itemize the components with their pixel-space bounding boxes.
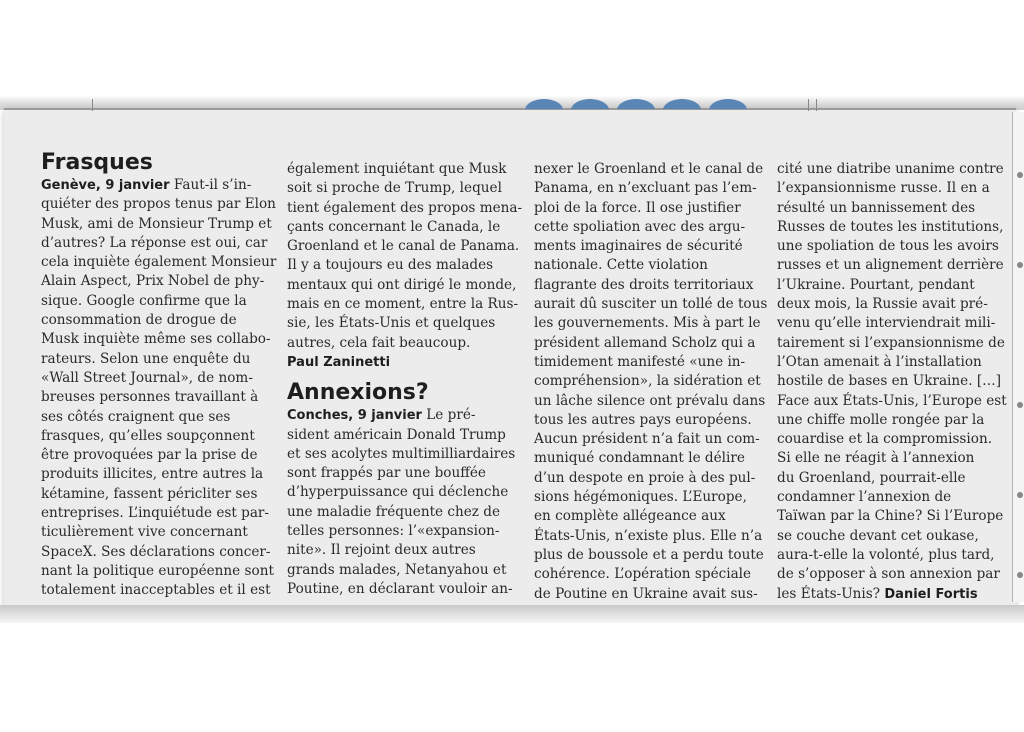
body-line: résulté un bannissement des [777, 199, 976, 216]
body-line: l’expansionnisme russe. Il en a [777, 180, 990, 197]
body-line: entreprises. L’inquiétude est par- [41, 505, 270, 522]
body-line: cohérence. L’opération spéciale [534, 566, 752, 583]
body-line: de Poutine en Ukraine avait sus- [534, 585, 758, 602]
column-tick [816, 99, 817, 111]
body-line: Poutine, en déclarant vouloir an- [287, 580, 513, 597]
body-line: cela inquiète également Monsieur [41, 254, 277, 271]
body-line: tous les autres pays européens. [534, 411, 752, 428]
body-line: venu qu’elle interviendrait mili- [777, 315, 996, 332]
body-line: en complète allégeance aux [534, 508, 726, 525]
body-line: «Wall Street Journal», de nom- [41, 369, 253, 386]
body-line: du Groenland, pourrait-elle [777, 469, 966, 486]
article-headline: Frasques [41, 150, 153, 175]
body-line: hostile de bases en Ukraine. […] [777, 373, 1002, 390]
body-line: compréhension», la sidération et [534, 373, 761, 390]
column-4 [777, 160, 1013, 604]
body-line: Musk, ami de Monsieur Trump et [41, 215, 272, 232]
body-line: autres, cela fait beaucoup. [287, 334, 471, 351]
body-line: Musk inquiète même ses collabo- [41, 331, 271, 348]
dateline: Conches, 9 janvier [287, 408, 422, 424]
body-line: timidement manifesté «une in- [534, 353, 746, 370]
body-line: président allemand Scholz qui a [534, 334, 756, 351]
body-line: flagrante des droits territoriaux [534, 276, 754, 293]
body-line: ments imaginaires de sécurité [534, 238, 743, 255]
body-line: consommation de drogue de [41, 312, 237, 329]
body-line: Conches, 9 janvier Le pré- [287, 407, 476, 424]
body-line: tairement si l’expansionnisme de [777, 334, 1005, 351]
body-line: un lâche silence ont prévalu dans [534, 392, 766, 409]
body-line: et ses acolytes multimilliardaires [287, 445, 516, 462]
body-line: nant la politique européenne sont [41, 562, 274, 579]
body-line: mais en ce moment, entre la Rus- [287, 296, 519, 313]
body-line: également inquiétant que Musk [287, 161, 507, 177]
column-3 [534, 160, 770, 604]
scan-bottom-shadow [0, 605, 1024, 623]
body-line: çants concernant le Canada, le [287, 218, 501, 235]
body-line: États-Unis, n’existe plus. Elle n’a [534, 527, 763, 544]
body-line: l’Otan amenait à l’installation [777, 353, 982, 370]
body-line: muniqué condamnant le délire [534, 450, 745, 467]
dateline: Genève, 9 janvier [41, 178, 170, 193]
body-line: Aucun président n’a fait un com- [534, 431, 760, 448]
column-tick [808, 99, 809, 111]
body-line: d’autres? La réponse est oui, car [41, 234, 268, 251]
body-line: nite». Il rejoint deux autres [287, 542, 476, 559]
body-line: Panama, en n’excluant pas l’em- [534, 180, 757, 197]
body-line: Il y a toujours eu des malades [287, 257, 494, 274]
adjacent-column-edge [1012, 112, 1024, 602]
body-line: soit si proche de Trump, lequel [287, 180, 502, 197]
body-line: Alain Aspect, Prix Nobel de phy- [41, 273, 265, 290]
top-rule [4, 108, 1016, 110]
body-line: Genève, 9 janvier Faut-il s’in- [41, 177, 252, 193]
body-line: produits illicites, entre autres la [41, 466, 264, 483]
bleed-through-masthead [525, 99, 760, 109]
body-line: telles personnes: l’«expansion- [287, 523, 500, 540]
body-line: nationale. Cette violation [534, 257, 708, 274]
body-line: sions hégémoniques. L’Europe, [534, 489, 747, 506]
body-line: couardise et la compromission. [777, 431, 993, 448]
body-line: Russes de toutes les institutions, [777, 218, 1004, 235]
body-line: Groenland et le canal de Panama. [287, 238, 520, 255]
body-line: Taïwan par la Chine? Si l’Europe [777, 508, 1004, 525]
body-line: deux mois, la Russie avait pré- [777, 296, 988, 313]
body-line: tient également des propos mena- [287, 199, 523, 216]
body-line: aurait dû susciter un tollé de tous [534, 296, 768, 313]
body-line: kétamine, fassent péricliter ses [41, 485, 258, 502]
body-line: cette spoliation avec des argu- [534, 218, 746, 235]
body-line: les États-Unis? Daniel Fortis [777, 585, 978, 602]
body-line: les gouvernements. Mis à part le [534, 315, 761, 332]
body-line: sont frappés par une bouffée [287, 465, 486, 482]
body-line: d’hyperpuissance qui déclenche [287, 484, 509, 501]
body-line: nexer le Groenland et le canal de [534, 161, 764, 177]
body-line: sique. Google confirme que la [41, 292, 247, 309]
body-line: ploi de la force. Il ose justifier [534, 199, 741, 216]
body-line: mentaux qui ont dirigé le monde, [287, 276, 517, 293]
body-line: frasques, qu’elles soupçonnent [41, 427, 255, 444]
body-line: sident américain Donald Trump [287, 426, 506, 443]
body-line: breuses personnes travaillant à [41, 389, 259, 406]
body-line: sie, les États-Unis et quelques [287, 315, 496, 332]
body-line: l’Ukraine. Pourtant, pendant [777, 276, 975, 293]
body-line: d’un despote en proie à des pul- [534, 469, 756, 486]
body-line: ticulièrement vive concernant [41, 524, 248, 541]
body-line: totalement inacceptables et il est [41, 582, 271, 599]
article-author: Daniel Fortis [884, 586, 978, 602]
body-line: quiéter des propos tenus par Elon [41, 196, 276, 213]
body-line: rateurs. Selon une enquête du [41, 350, 251, 367]
body-line: russes et un alignement derrière [777, 257, 1004, 274]
body-line: Si elle ne réagit à l’annexion [777, 450, 975, 467]
body-line: une chiffe molle rongée par la [777, 411, 985, 428]
article-headline: Annexions? [287, 380, 429, 406]
body-line: se couche devant cet oukase, [777, 527, 979, 544]
body-line: une spoliation de tous les avoirs [777, 238, 999, 255]
body-line: plus de boussole et a perdu toute [534, 546, 764, 563]
body-line: grands malades, Netanyahou et [287, 561, 507, 578]
body-line: SpaceX. Ses déclarations concer- [41, 543, 271, 560]
body-line: être provoquées par la prise de [41, 447, 258, 464]
body-line: Face aux États-Unis, l’Europe est [777, 392, 1007, 409]
body-line: cité une diatribe unanime contre [777, 161, 1004, 177]
column-1 [41, 150, 277, 601]
column-2 [287, 160, 523, 599]
article-author: Paul Zaninetti [287, 354, 391, 370]
body-line: ses côtés craignent que ses [41, 408, 231, 425]
column-tick [92, 99, 93, 111]
body-line: condamner l’annexion de [777, 489, 952, 506]
body-line: aura-t-elle la volonté, plus tard, [777, 546, 995, 563]
body-line: une maladie fréquente chez de [287, 503, 501, 520]
body-line: de s’opposer à son annexion par [777, 566, 1000, 583]
